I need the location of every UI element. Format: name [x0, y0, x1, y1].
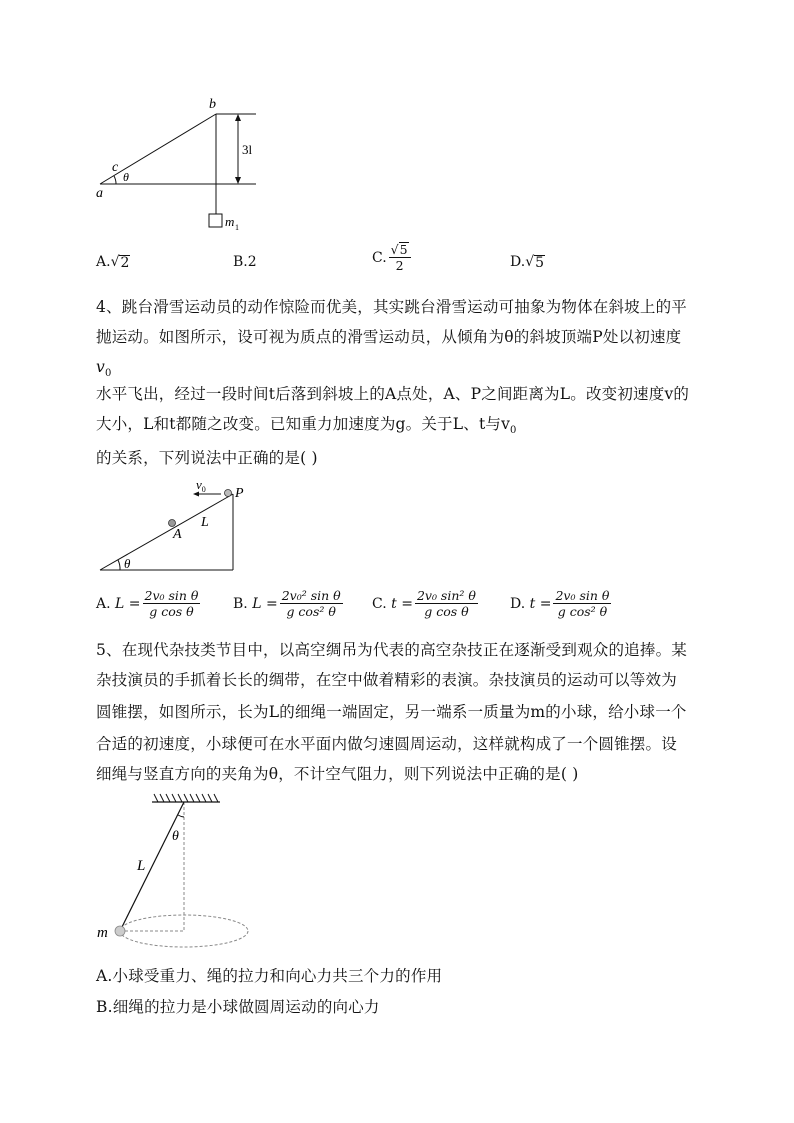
q4-line-6: 的关系，下列说法中正确的是( ): [96, 449, 318, 467]
label-c: c: [112, 160, 119, 175]
label-theta-slope: θ: [124, 556, 131, 571]
q3-option-b[interactable]: B. 2: [233, 254, 257, 270]
ski-slope-figure: [95, 475, 255, 575]
label-b: b: [209, 97, 216, 112]
q5-line-1: 5、在现代杂技类节目中，以高空绸吊为代表的高空杂技正在逐渐受到观众的追捧。某: [96, 641, 687, 659]
label-L-pendulum: L: [137, 858, 146, 874]
label-a: a: [96, 186, 103, 201]
label-v0: $v_0$: [196, 477, 206, 494]
label-A: A: [173, 527, 182, 542]
q4-line-1: 4、跳台滑雪运动员的动作惊险而优美，其实跳台滑雪运动可抽象为物体在斜坡上的平: [96, 298, 687, 316]
conical-pendulum-figure: [92, 790, 267, 950]
q3-option-c[interactable]: C. √ 5 2: [372, 242, 411, 273]
q5-line-2: 杂技演员的手抓着长长的绸带，在空中做着精彩的表演。杂技演员的运动可以等效为: [96, 671, 677, 689]
label-mass-sub: 1: [235, 223, 239, 232]
label-theta: θ: [123, 170, 129, 184]
q4-line-5: 大小，L和t都随之改变。已知重力加速度为g。关于L、t与$v_0$: [96, 415, 517, 437]
q4-option-c[interactable]: C. t = $\frac{\text{2v₀ sin² θ}}{\text{g cos θ}}$: [372, 588, 476, 619]
q4-option-a[interactable]: A. L = $\frac{\text{2v₀ sin θ}}{\text{g cos θ}}$: [96, 588, 199, 619]
q5-line-5: 细绳与竖直方向的夹角为θ，不计空气阻力，则下列说法中正确的是( ): [96, 765, 579, 783]
q5-option-a[interactable]: A.小球受重力、绳的拉力和向心力共三个力的作用: [96, 967, 443, 985]
q3-option-d[interactable]: D. √ 5: [510, 254, 545, 271]
q4-line-2: 抛运动。如图所示，设可视为质点的滑雪运动员，从倾角为θ的斜坡顶端P处以初速度: [96, 328, 682, 346]
label-mass: m: [225, 214, 235, 229]
q5-line-4: 合适的初速度，小球便可在水平面内做匀速圆周运动，这样就构成了一个圆锥摆。设: [96, 735, 677, 753]
incline-pulley-figure: [90, 90, 270, 240]
q5-line-3: 圆锥摆，如图所示，长为L的细绳一端固定，另一端系一质量为m的小球，给小球一个: [96, 703, 687, 721]
label-L: L: [201, 515, 209, 530]
q5-option-b[interactable]: B.细绳的拉力是小球做圆周运动的向心力: [96, 998, 380, 1016]
label-P: P: [235, 486, 244, 501]
q4-line-3: $v_0$: [96, 358, 112, 380]
label-theta-pendulum: θ: [172, 829, 179, 844]
q4-option-d[interactable]: D. t = $\frac{\text{2v₀ sin θ}}{\text{g cos² θ}}$: [510, 588, 610, 619]
q3-option-a[interactable]: A. √ 2: [96, 254, 130, 271]
label-height: 3l: [242, 142, 253, 157]
q4-option-b[interactable]: B. L = $\frac{\text{2v₀² sin θ}}{\text{g cos² θ}}$: [233, 588, 341, 619]
sqrt-symbol: √ 2: [110, 254, 130, 271]
q4-line-4: 水平飞出，经过一段时间t后落到斜坡上的A点处，A、P之间距离为L。改变初速度v的: [96, 385, 690, 403]
label-m-pendulum: m: [97, 925, 108, 941]
